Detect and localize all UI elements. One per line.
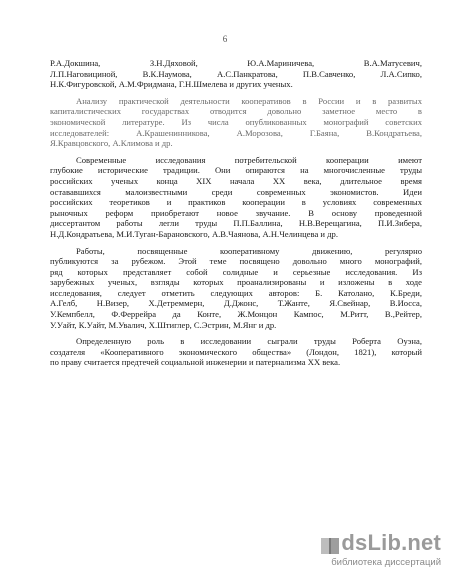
text-line: Р.А.Докшина, З.Н.Дяховой, Ю.А.Мариничева, В.А.Матусевич, <box>50 58 422 68</box>
text-line: Современные исследования потребительской кооперации имеют <box>76 154 422 165</box>
text-line: Н.К.Фигуровской, А.М.Фридмана, Г.Н.Шмелева и других ученых. <box>50 79 293 90</box>
paragraph <box>50 246 422 331</box>
text-line: Я.Кравцовского, А.Климова и др. <box>50 138 173 149</box>
paragraph <box>50 58 422 90</box>
text-line: рыночных реформ приобретают новое звучание. В основу проведенной <box>50 207 422 218</box>
text-line: зарубежных ученых, взгляды которых проанализированы и изложены в ходе <box>50 277 422 288</box>
text-line: Работы, посвященные кооперативному движению, регулярно <box>76 245 422 256</box>
text-line: российских теоретиков и практиков кооперации в условиях современных <box>50 197 422 208</box>
text-line: капиталистических государствах отводится довольно заметное место в <box>50 106 422 117</box>
text-line: ряд которых представляет собой солидные и серьезные исследования. Из <box>50 266 422 277</box>
text-line: Л.П.Наговициной, В.К.Наумова, А.С.Панкратова, П.В.Савченко, Л.А.Сипко, <box>50 68 422 79</box>
page-number: 6 <box>222 34 228 44</box>
text-line: создателя «Кооперативного экономического общества» (Лондон, 1821), который <box>50 346 422 357</box>
text-line: Определенную роль в исследовании сыграли труды Роберта Оуэна, <box>76 336 422 347</box>
text-line: российских ученых конца XIX начала XX века, длительное время <box>50 175 422 186</box>
text-line: исследователей: А.Крашенинникова, А.Морозова, Г.Баяна, В.Кондратьева, <box>50 127 422 138</box>
text-line: остававшихся малоизвестными среди современных экономистов. Идеи <box>50 186 422 197</box>
text-line: диссертантом работы легли труды П.П.Баллина, Н.В.Верещагина, П.И.Зибера, <box>50 218 422 229</box>
text-line: по праву считается предтечей социальной инженерии и патернализма XX века. <box>50 357 341 368</box>
text-line: глубокие исторические традиции. Они опираются на многочисленные труды <box>50 165 422 176</box>
watermark <box>318 530 443 572</box>
watermark-caption: библиотека диссертаций <box>331 557 441 568</box>
book-icon <box>318 534 342 558</box>
paragraph <box>50 96 422 149</box>
text-line: У.Кемпбелл, Ф.Феррейра да Конте, Ж.Монцон Кампос, М.Ритт, В.,Рейтер, <box>50 309 422 320</box>
paragraph <box>50 155 422 240</box>
document-body <box>50 58 422 374</box>
text-line: публикуются за рубежом. Этой теме посвящено довольно много монографий, <box>50 256 422 267</box>
paragraph <box>50 336 422 368</box>
text-line: экономической литературе. Из числа опубликованных монографий советских <box>50 116 422 127</box>
text-line: А.Гелб, Н.Визер, Х.Детреммерн, Д.Джонс, Т.Жанте, Я.Свейнар, В.Иосса, <box>50 298 422 309</box>
text-line: Анализу практической деятельности кооперативов в России и в развитых <box>76 95 422 106</box>
text-line: Н.Д.Кондратьева, М.И.Туган-Барановского, А.В.Чаянова, А.Н.Челинцева и др. <box>50 228 338 239</box>
text-line: исследования, следует отметить следующих авторов: Б. Католано, К.Бреди, <box>50 287 422 298</box>
watermark-logo: dsLib.net <box>341 530 441 555</box>
text-line: У.Уайт, К.Уайт, М.Увалич, Х.Штиглер, С.Эстрин, М.Янг и др. <box>50 319 277 330</box>
